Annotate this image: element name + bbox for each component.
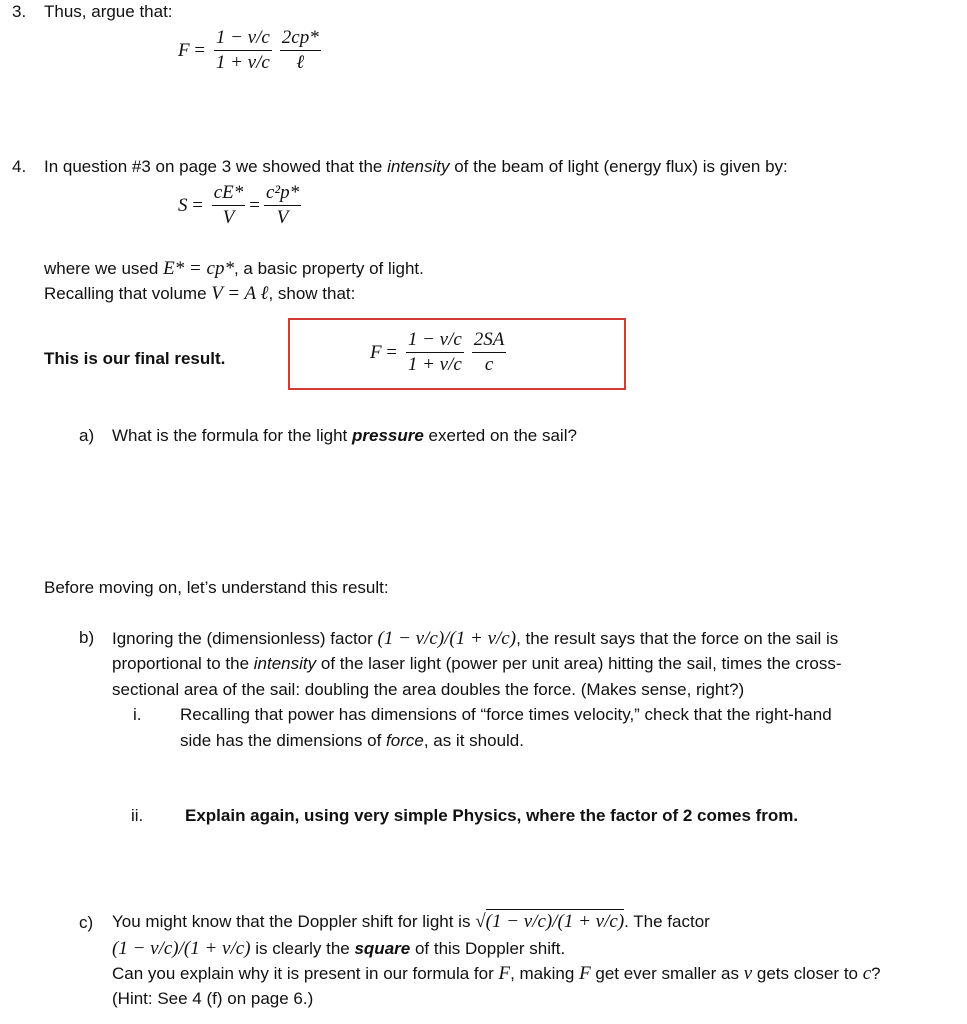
sqrt-radicand: (1 − v/c)/(1 + v/c) <box>485 911 625 932</box>
part-b-line-1: Ignoring the (dimensionless) factor (1 − v/c)/(1 + v/c), the result says that the force on the sail is <box>112 628 839 649</box>
q3-equation: F = $\frac{1 - v/c}{1 + v/c}$ $\frac{2cp*}{\text{ℓ}}$ <box>178 27 319 73</box>
q4-text: In question #3 on page 3 we showed that the intensity of the beam of light (energy flux) is given by: <box>44 157 788 176</box>
eq-fraction-2: $\frac{2cp*}{\text{ℓ}}$ <box>281 27 319 73</box>
eq-fraction-1: $\frac{1 - v/c}{1 + v/c}$ <box>215 27 270 73</box>
part-b-ii-text: Explain again, using very simple Physics, where the factor of 2 comes from. <box>185 806 799 825</box>
part-b-i-line-2: side has the dimensions of force, as it should. <box>180 731 524 750</box>
part-c-label: c) <box>79 913 94 932</box>
eq-fraction-2: $\frac{\text{c²p*}}{V}$ <box>265 182 300 228</box>
q4-number: 4. <box>12 157 27 176</box>
eq-fraction-2: $\frac{2SA}{c}$ <box>473 329 505 375</box>
part-c-line-3: Can you explain why it is present in our formula for F, making F get ever smaller as v gets closer to c? <box>112 963 881 984</box>
part-b-line-2: proportional to the intensity of the laser light (power per unit area) hitting the sail, times the cross- <box>112 654 842 673</box>
part-c-line-2: (1 − v/c)/(1 + v/c) is clearly the square of this Doppler shift. <box>112 938 566 959</box>
eq-lhs: F <box>178 39 190 61</box>
before-moving-on: Before moving on, let’s understand this result: <box>44 578 389 597</box>
part-c-line-1: You might know that the Doppler shift for light is √(1 − v/c)/(1 + v/c). The factor <box>112 911 710 932</box>
q4-line-1: where we used E* = cp*, a basic property of light. <box>44 258 424 279</box>
part-c-line-4: (Hint: See 4 (f) on page 6.) <box>112 989 314 1008</box>
eq-fraction-1: $\frac{cE*}{V}$ <box>213 182 244 228</box>
part-b-ii-label: ii. <box>131 806 144 825</box>
q3-text: Thus, argue that: <box>44 2 173 21</box>
q4-line-2: Recalling that volume V = A ℓ, show that: <box>44 283 356 304</box>
part-a-label: a) <box>79 426 95 445</box>
final-result-label: This is our final result. <box>44 349 226 368</box>
part-b-i-line-1: Recalling that power has dimensions of “force times velocity,” check that the right-hand <box>180 705 832 724</box>
part-b-label: b) <box>79 628 95 647</box>
eq-fraction-1: $\frac{1 - v/c}{1 + v/c}$ <box>407 329 462 375</box>
part-b-i-label: i. <box>133 705 142 724</box>
part-b-line-3: sectional area of the sail: doubling the area doubles the force. (Makes sense, right?) <box>112 680 745 699</box>
q3-number: 3. <box>12 2 27 21</box>
part-a-text: What is the formula for the light pressure exerted on the sail? <box>112 426 577 445</box>
q4-intensity-equation: S = $\frac{cE*}{V}$ = $\frac{\text{c²p*}}{V}$ <box>178 182 300 228</box>
final-equation: F = $\frac{1 - v/c}{1 + v/c}$ $\frac{2SA}{c}$ <box>370 329 505 375</box>
